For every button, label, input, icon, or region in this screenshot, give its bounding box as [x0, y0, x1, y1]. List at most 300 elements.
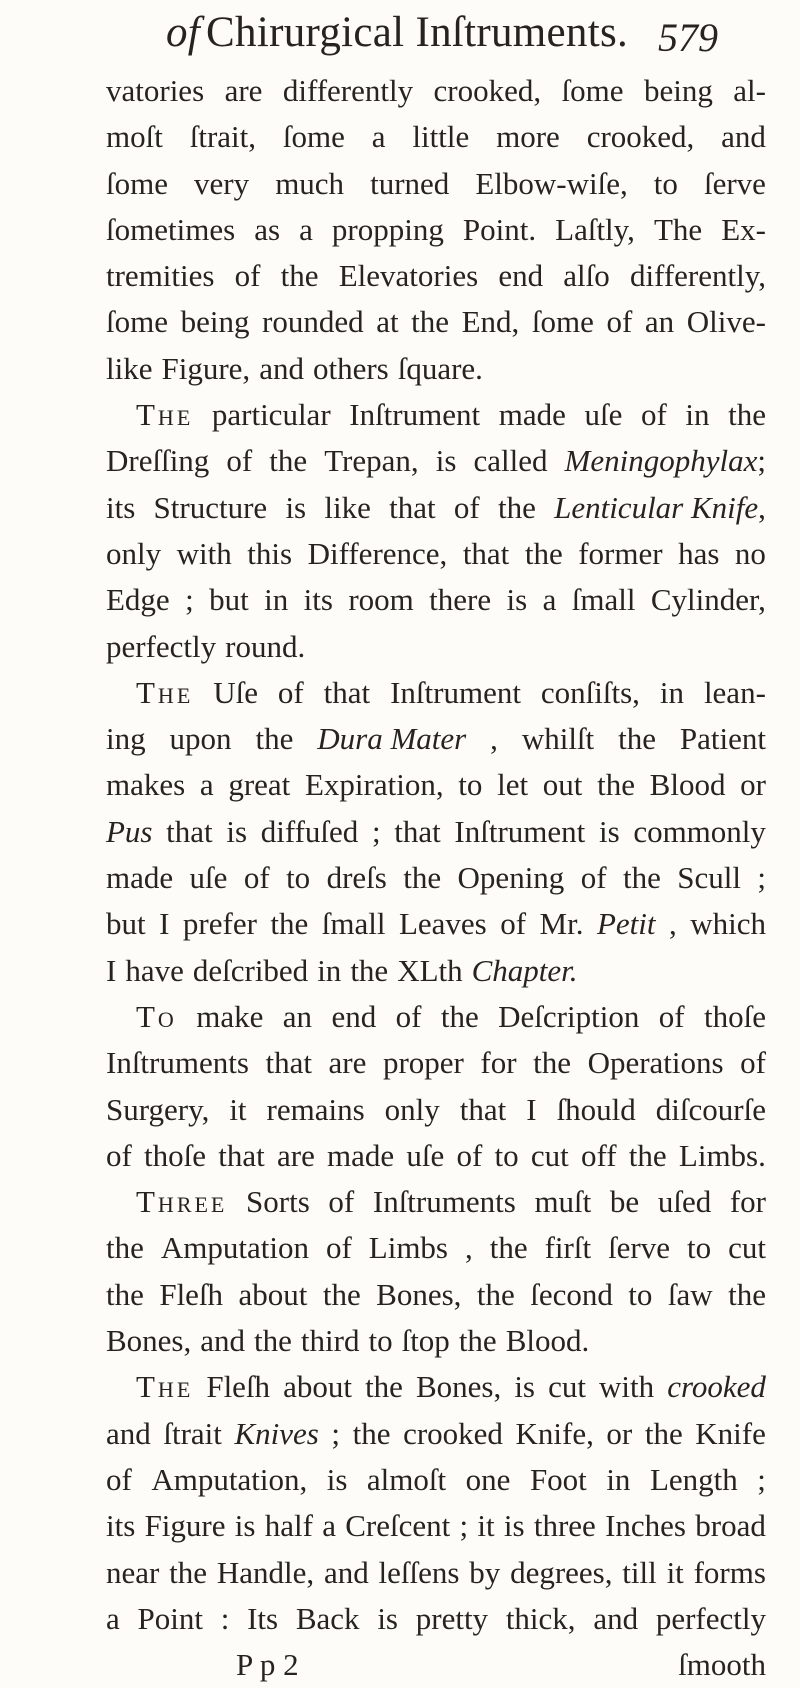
word: room	[348, 582, 414, 618]
word: Bones,	[416, 1369, 502, 1405]
word: differently,	[629, 258, 766, 294]
word: and	[721, 119, 766, 155]
word: thick,	[505, 1600, 576, 1636]
word: ſhould	[556, 1091, 636, 1127]
word: of	[456, 1137, 483, 1173]
word: crooked,	[586, 119, 695, 155]
word: and	[259, 350, 304, 386]
word: the	[106, 1230, 144, 1266]
word: the	[403, 860, 442, 896]
text-line	[106, 1087, 766, 1133]
word: the	[497, 489, 536, 525]
title-text: Chirurgical Inſtruments.	[206, 9, 629, 56]
word: to	[368, 1323, 393, 1359]
word: Length	[649, 1461, 738, 1497]
word: dreſs	[326, 860, 387, 896]
word: Dreſſing	[106, 443, 210, 479]
word: for	[729, 1184, 766, 1220]
word: Scull	[677, 860, 741, 896]
word: at	[376, 304, 399, 340]
word: the	[254, 1323, 292, 1359]
word: of	[325, 1230, 352, 1266]
word: is	[226, 813, 248, 849]
word: prefer	[182, 906, 257, 942]
word: ſome	[282, 119, 345, 155]
word: it	[229, 1091, 247, 1127]
word: the	[618, 721, 656, 757]
word: ſtrait	[163, 1415, 222, 1451]
paragraph-initial: Three	[136, 1184, 228, 1220]
text-line	[106, 1550, 766, 1596]
body-text	[106, 68, 766, 1688]
word: firſt	[544, 1230, 592, 1266]
word: ;	[459, 1508, 469, 1544]
word: Elevatories	[338, 258, 479, 294]
word: that	[265, 1045, 312, 1081]
word: crooked	[403, 1415, 503, 1451]
word: remains	[266, 1091, 365, 1127]
word: ſome	[561, 73, 624, 108]
word: cut	[548, 1369, 586, 1405]
word: of	[106, 1137, 132, 1173]
word: Knife,	[515, 1415, 594, 1451]
word: made	[327, 1137, 395, 1173]
word: XLth	[397, 952, 463, 988]
word: cut	[530, 1137, 569, 1173]
word: commonly	[633, 813, 766, 849]
word: ſometimes	[106, 211, 236, 247]
word: there	[429, 582, 492, 618]
word: Operations	[587, 1045, 724, 1081]
word: is	[514, 1369, 535, 1405]
word: of	[277, 674, 304, 710]
word: ſome	[531, 304, 594, 340]
word: about	[283, 1369, 352, 1405]
word: or	[606, 1415, 633, 1451]
word: alſo	[563, 258, 610, 294]
word: of	[234, 258, 261, 294]
word: third	[300, 1323, 360, 1359]
word: its	[106, 489, 136, 525]
word: made	[106, 860, 174, 896]
word: like	[106, 350, 153, 386]
word: a	[299, 211, 313, 247]
word: Sorts	[246, 1184, 310, 1220]
word: Amputation,	[151, 1461, 308, 1497]
word: ſome	[106, 304, 168, 340]
word: is	[435, 443, 457, 479]
word: Inches	[605, 1508, 686, 1544]
word: is	[234, 1508, 256, 1544]
word: this	[247, 535, 293, 571]
word: which	[690, 906, 766, 942]
word: Bones,	[376, 1276, 462, 1312]
text-line	[106, 531, 766, 577]
word: Elbow-wiſe,	[475, 165, 628, 201]
word: a	[106, 1600, 120, 1636]
word: called	[473, 443, 548, 479]
word: being	[643, 73, 713, 108]
word: of	[226, 443, 253, 479]
word: its	[106, 1508, 136, 1544]
word: by	[469, 1554, 501, 1590]
word: that	[323, 674, 371, 710]
word: moſt	[106, 119, 163, 155]
word: end	[331, 998, 377, 1034]
word: almoſt	[366, 1461, 447, 1497]
word: the	[628, 1137, 667, 1173]
word: of	[500, 906, 527, 942]
word: to	[458, 767, 483, 803]
text-line	[106, 762, 766, 808]
word: with	[176, 535, 232, 571]
word: Amputation	[160, 1230, 309, 1266]
text-line	[106, 68, 766, 114]
word: Difference,	[307, 535, 448, 571]
word: the	[352, 1415, 391, 1451]
word: Inſtrument	[390, 674, 521, 710]
word: one	[465, 1461, 511, 1497]
word: muſt	[534, 1184, 592, 1220]
word: Fleſh	[206, 1369, 271, 1405]
word: Olive-	[686, 304, 766, 340]
word: Limbs	[368, 1230, 448, 1266]
term-lenticular-knife: Lenticular Knife,	[554, 489, 766, 525]
word: to	[687, 1230, 712, 1266]
paragraph-start	[106, 670, 766, 716]
word: the	[524, 535, 563, 571]
word: Expiration,	[305, 767, 444, 803]
word: of	[658, 998, 685, 1034]
word: ſerve	[703, 165, 766, 201]
word: Limbs.	[678, 1137, 766, 1173]
word: thoſe	[144, 1137, 207, 1173]
word: is	[326, 1461, 348, 1497]
word: is	[503, 1508, 525, 1544]
text-line	[106, 624, 766, 670]
word: conſiſts,	[540, 674, 640, 710]
text-line	[106, 1133, 766, 1179]
word: little	[412, 119, 470, 155]
word: diſcourſe	[655, 1091, 766, 1127]
word: Foot	[529, 1461, 587, 1497]
word: ſmall	[321, 906, 386, 942]
word: deſcribed	[192, 952, 309, 988]
word: a	[371, 119, 386, 155]
word: have	[125, 952, 184, 988]
word: I	[526, 1091, 537, 1127]
word: of	[740, 1045, 766, 1081]
word: whilſt	[521, 721, 595, 757]
word: like	[324, 489, 371, 525]
paragraph-start	[106, 392, 766, 438]
word: Point	[137, 1600, 203, 1636]
word: the	[365, 1369, 403, 1405]
text-line	[106, 855, 766, 901]
word: that	[459, 1091, 507, 1127]
word: uſe	[406, 1137, 445, 1173]
word: half	[264, 1508, 313, 1544]
text-line	[106, 485, 766, 531]
word: Inſtrument	[349, 397, 481, 433]
word: three	[533, 1508, 596, 1544]
word: Laſtly,	[555, 211, 635, 247]
word: as	[254, 211, 281, 247]
word: cut	[728, 1230, 766, 1266]
word: the	[644, 1415, 683, 1451]
word: perfectly	[106, 628, 217, 664]
word: it	[477, 1508, 495, 1544]
word: the	[411, 304, 450, 340]
text-line	[106, 438, 766, 484]
word: upon	[169, 721, 232, 757]
word: in	[264, 582, 289, 618]
page-footer	[106, 1642, 766, 1688]
word: and	[106, 1415, 151, 1451]
term-crooked: crooked	[667, 1369, 766, 1405]
word: others	[312, 350, 389, 386]
word: a	[542, 582, 557, 618]
word: are	[328, 1045, 367, 1081]
word: of	[453, 489, 480, 525]
word: more	[496, 119, 560, 155]
word: much	[275, 165, 345, 201]
word: be	[609, 1184, 640, 1220]
word: ſquare.	[397, 350, 483, 386]
word: of	[606, 304, 633, 340]
word: and	[593, 1600, 639, 1636]
word: Fleſh	[159, 1276, 224, 1312]
text-line	[106, 809, 766, 855]
word: is	[506, 582, 528, 618]
word: that	[218, 1137, 265, 1173]
word: Back	[295, 1600, 360, 1636]
word: I	[106, 952, 117, 988]
word: Surgery,	[106, 1091, 210, 1127]
text-line	[106, 901, 766, 947]
word: ſerve	[608, 1230, 671, 1266]
text-line	[106, 299, 766, 345]
paragraph-initial: The	[136, 397, 194, 433]
word: and	[323, 1554, 369, 1590]
term-petit: Petit	[596, 906, 656, 942]
word: uſed	[657, 1184, 712, 1220]
text-line	[106, 948, 766, 994]
word: end	[498, 258, 544, 294]
word: leſſens	[378, 1554, 460, 1590]
text-line	[106, 114, 766, 160]
word: the	[622, 860, 661, 896]
word: :	[220, 1600, 230, 1636]
text-line	[106, 1457, 766, 1503]
word: an	[644, 304, 675, 340]
word: is	[377, 1600, 398, 1636]
word: the	[169, 1554, 208, 1590]
word: has	[678, 535, 720, 571]
word: Structure	[153, 489, 268, 525]
text-line	[106, 253, 766, 299]
word: the	[440, 998, 479, 1034]
term-meningophylax: Meningophylax;	[564, 443, 766, 479]
word: ;	[757, 860, 766, 896]
text-line	[106, 1318, 766, 1364]
word: al-	[733, 73, 766, 108]
text-line	[106, 577, 766, 623]
text-line	[106, 1503, 766, 1549]
word: Inſtruments	[372, 1184, 516, 1220]
word: to	[653, 165, 678, 201]
word: let	[497, 767, 529, 803]
word: Ex-	[721, 211, 766, 247]
word: are	[276, 1137, 315, 1173]
word: pretty	[415, 1600, 489, 1636]
word: ,	[464, 1230, 473, 1266]
word: Patient	[679, 721, 766, 757]
paragraph-initial: The	[136, 674, 194, 710]
word: the	[270, 906, 309, 942]
signature-mark: P p 2	[236, 1647, 299, 1683]
word: the	[255, 721, 294, 757]
text-line	[106, 207, 766, 253]
word: The	[653, 211, 703, 247]
word: of	[243, 860, 270, 896]
text-line	[106, 1225, 766, 1271]
word: of	[640, 397, 667, 433]
word: of	[580, 860, 607, 896]
word: a	[322, 1508, 336, 1544]
paragraph-start	[106, 994, 766, 1040]
word: Bones,	[106, 1323, 192, 1359]
word: to	[494, 1137, 519, 1173]
word: but	[106, 906, 146, 942]
word: it	[666, 1554, 684, 1590]
word: made	[498, 397, 566, 433]
word: Point.	[462, 211, 537, 247]
word: in	[685, 397, 710, 433]
paragraph-start	[106, 1179, 766, 1225]
word: Cylinder,	[650, 582, 766, 618]
word: the	[728, 1276, 766, 1312]
word: Knife	[695, 1415, 766, 1451]
word: or	[740, 767, 766, 803]
word: ſaw	[667, 1276, 713, 1312]
word: diffuſed	[260, 813, 359, 849]
word: tremities	[106, 258, 215, 294]
word: forms	[693, 1554, 766, 1590]
word: propping	[331, 211, 444, 247]
term-knives: Knives	[234, 1415, 319, 1451]
word: vatories	[106, 73, 205, 108]
word: make	[196, 998, 264, 1034]
word: makes	[106, 767, 186, 803]
word: the	[280, 258, 319, 294]
word: being	[180, 304, 250, 340]
word: to	[628, 1276, 653, 1312]
word: near	[106, 1554, 160, 1590]
word: ;	[185, 582, 194, 618]
word: is	[285, 489, 307, 525]
term-dura-mater: Dura Mater	[317, 721, 467, 757]
word: out	[542, 767, 583, 803]
word: Deſcription	[498, 998, 640, 1034]
word: for	[480, 1045, 517, 1081]
paragraph-initial: The	[136, 1369, 194, 1405]
term-pus: Pus	[106, 813, 153, 849]
word: only	[384, 1091, 440, 1127]
word: Edge	[106, 582, 170, 618]
word: the	[106, 1276, 144, 1312]
title-prefix: of	[166, 9, 201, 56]
word: with	[599, 1369, 655, 1405]
word: the	[597, 767, 635, 803]
word: ſtrait,	[189, 119, 257, 155]
word: that	[462, 535, 510, 571]
word: the	[728, 397, 766, 433]
word: a	[199, 767, 214, 803]
paragraph-start	[106, 1364, 766, 1410]
word: Figure,	[161, 350, 251, 386]
word: its	[303, 582, 333, 618]
word: of	[395, 998, 422, 1034]
text-line	[106, 1596, 766, 1642]
word: degrees,	[510, 1554, 613, 1590]
word: I	[159, 906, 170, 942]
word: in	[317, 952, 342, 988]
word: only	[106, 535, 162, 571]
word: an	[282, 998, 313, 1034]
word: rounded	[262, 304, 364, 340]
word: Blood	[649, 767, 726, 803]
word: ing	[106, 721, 146, 757]
term-chapter: Chapter.	[471, 952, 578, 988]
text-line	[106, 716, 766, 762]
running-title	[166, 8, 628, 57]
text-line	[106, 346, 766, 392]
word: the	[533, 1045, 572, 1081]
word: about	[238, 1276, 308, 1312]
word: in	[606, 1461, 631, 1497]
word: no	[734, 535, 766, 571]
word: Opening	[457, 860, 565, 896]
word: round.	[225, 628, 306, 664]
word: Figure	[144, 1508, 226, 1544]
word: Mr.	[539, 906, 584, 942]
word: ;	[757, 1461, 766, 1497]
word: are	[224, 73, 263, 108]
text-line	[106, 1411, 766, 1457]
word: the	[350, 952, 389, 988]
word: of	[328, 1184, 355, 1220]
word: Inſtruments	[106, 1045, 249, 1081]
text-line	[106, 1272, 766, 1318]
word: is	[598, 813, 620, 849]
word: the	[458, 1323, 497, 1359]
word: Handle,	[216, 1554, 315, 1590]
word: Creſcent	[345, 1508, 451, 1544]
word: ,	[490, 721, 498, 757]
word: lean-	[703, 674, 766, 710]
word: till	[622, 1554, 657, 1590]
word: ſtop	[401, 1323, 450, 1359]
word: End,	[461, 304, 520, 340]
word: uſe	[584, 397, 623, 433]
word: ;	[371, 813, 381, 849]
word: very	[194, 165, 250, 201]
word: differently	[282, 73, 414, 108]
word: the	[476, 1276, 515, 1312]
word: Trepan,	[324, 443, 419, 479]
word: and	[200, 1323, 246, 1359]
